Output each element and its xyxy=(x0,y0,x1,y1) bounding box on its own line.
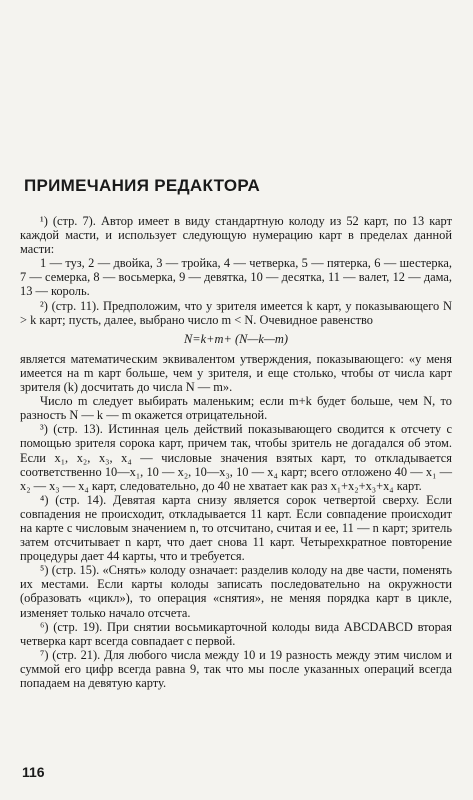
equation: N=k+m+ (N—k—m) xyxy=(184,331,288,346)
note-6: ⁶) (стр. 19). При снятии восьмикарточной колоды вида ABCDABCD вторая четверка карт всегда совпадает с первой. xyxy=(20,619,452,648)
note-1: ¹) (стр. 7). Автор имеет в виду стандартную колоду из 52 карт, по 13 карт каждой масти, и использует следующую нумерацию карт в пределах данной масти: xyxy=(20,214,452,257)
note-5: ⁵) (стр. 15). «Снять» колоду означает: разделив колоду на две части, поменять их местами. Если карты колоды записать последовательно на окружности (образовать «цикл»), то операция «снятия», не меняя порядка карт в цикле, изменяет только начало отсчета. xyxy=(20,563,452,620)
note-3: ³) (стр. 13). Истинная цель действий показывающего сводится к отсчету с помощью зрителя сорока карт, причем так, чтобы зритель не догадался об этом. Если x₁, x₂, x₃, x₄ — числовые значения взятых карт, то откладывается соответственно 10—x₁, 10 — x₂, 10—x₃, 10 — x₄ карт; всего отложено 40 — x₁ — x₂ — x₃ — x₄ карт, следовательно, до 40 не хватает как раз x₁+x₂+x₃+x₄ карт. xyxy=(20,422,452,493)
card-numbering-list: 1 — туз, 2 — двойка, 3 — тройка, 4 — четверка, 5 — пятерка, 6 — шестерка, 7 — семерка, 8 — восьмерка, 9 — девятка, 10 — десятка, 11 — валет, 12 — дама, 13 — король. xyxy=(20,256,452,299)
note-2-remark: Число m следует выбирать маленьким; если m+k будет больше, чем N, то разность N — k — m окажется отрицательной. xyxy=(20,394,452,423)
page-title: ПРИМЕЧАНИЯ РЕДАКТОРА xyxy=(24,176,261,195)
editor-notes xyxy=(20,214,452,690)
note-4: ⁴) (стр. 14). Девятая карта снизу является сорок четвертой сверху. Если совпадения не происходит, откладывается 11 карт. Если совпадение происходит на карте с числовым значением n, то отсчитано, считая и ее, 11 — n карт; зритель затем отсчитывает n карт, что дает снова 11 карт. Четырехкратное повторение процедуры дает 44 карты, что и требуется. xyxy=(20,492,452,564)
note-7: ⁷) (стр. 21). Для любого числа между 10 и 19 разность между этим числом и суммой его цифр всегда равна 9, так что мы после указанных операций всегда попадаем на девятую карту. xyxy=(20,647,452,690)
page-number: 116 xyxy=(22,764,45,780)
note-2: ²) (стр. 11). Предположим, что у зрителя имеется k карт, у показывающего N > k карт; пусть, далее, выбрано число m < N. Очевидное равенство xyxy=(20,298,452,327)
note-2-continued: является математическим эквивалентом утверждения, показывающего: «у меня имеется на m карт больше, чем у зрителя, и еще столько, чтобы от числа карт зрителя (k) досчитать до числа N — m». xyxy=(20,351,452,395)
